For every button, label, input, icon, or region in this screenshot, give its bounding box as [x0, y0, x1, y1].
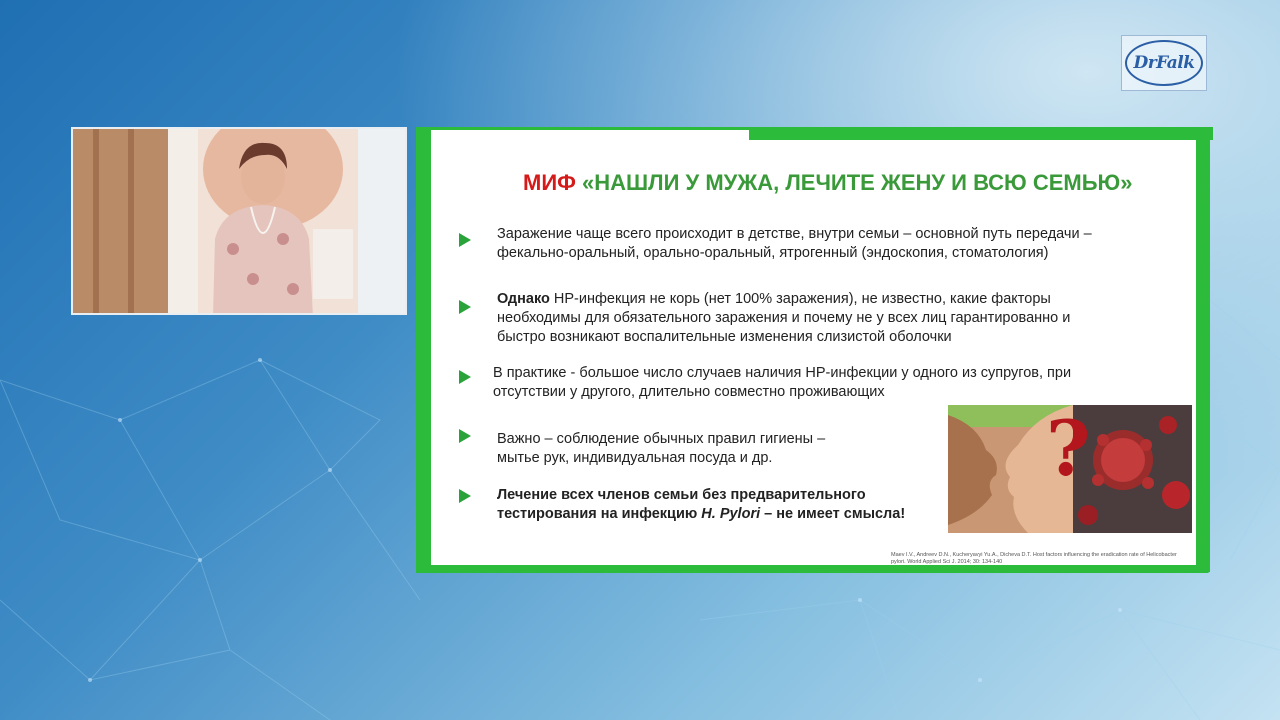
bullet-5-end: – не имеет смысла! — [760, 506, 906, 522]
dr-falk-logo — [1121, 35, 1207, 91]
slide-content — [431, 140, 1192, 565]
logo-mark: DrFalk — [1125, 40, 1203, 86]
question-mark: ? — [1046, 405, 1091, 493]
bullet-arrow-icon — [459, 489, 471, 503]
bullet-arrow-icon — [459, 429, 471, 443]
slide-title — [523, 170, 1183, 196]
bullet-2 — [497, 290, 1087, 347]
bullet-arrow-icon — [459, 370, 471, 384]
slide-bottom-bar — [416, 565, 1208, 573]
bullet-5 — [497, 486, 917, 524]
slide-left-bar — [416, 127, 431, 572]
title-myth: МИФ — [523, 170, 576, 195]
bullet-1: Заражение чаще всего происходит в детстве, внутри семьи – основной путь передачи – фекально-оральный, орально-оральный, ятрогенный (эндоскопия, стоматология) — [497, 226, 1092, 261]
presentation-slide — [416, 127, 1210, 573]
title-text: «НАШЛИ У МУЖА, ЛЕЧИТЕ ЖЕНУ И ВСЮ СЕМЬЮ» — [582, 170, 1133, 195]
reference-citation: Maev I.V., Andreev D.N., Kucheryavyi Yu.A., Dicheva D.T. Host factors influencing the eradication rate of Helicobacter pylori. World Applied Sci J. 2014; 30: 134-140 — [891, 552, 1177, 565]
slide-right-bar — [1196, 127, 1210, 572]
bullet-4: Важно – соблюдение обычных правил гигиены – мытье рук, индивидуальная посуда и др. — [497, 431, 826, 466]
kiss-virus-photo — [948, 405, 1192, 533]
speaker-video[interactable] — [71, 127, 407, 315]
bullet-5-italic: H. Pylori — [701, 506, 761, 522]
slide-top-bar — [749, 127, 1213, 140]
bullet-arrow-icon — [459, 233, 471, 247]
bullet-3: В практике - большое число случаев наличия НР-инфекции у одного из супругов, при отсутствии у другого, длительно совместно проживающих — [493, 365, 1072, 400]
bullet-2-text: НР-инфекция не корь (нет 100% заражения), не известно, какие факторы необходимы для обязательного заражения и почему не у всех лиц гарантированно и быстро возникают воспалительные изменения слизистой оболочки — [497, 291, 1071, 345]
speaker-video-frame — [73, 129, 407, 315]
bullet-arrow-icon — [459, 300, 471, 314]
bullet-5-text: Лечение всех членов семьи без предварительного тестирования на инфекцию — [497, 487, 866, 522]
bullet-2-bold: Однако — [497, 291, 550, 307]
